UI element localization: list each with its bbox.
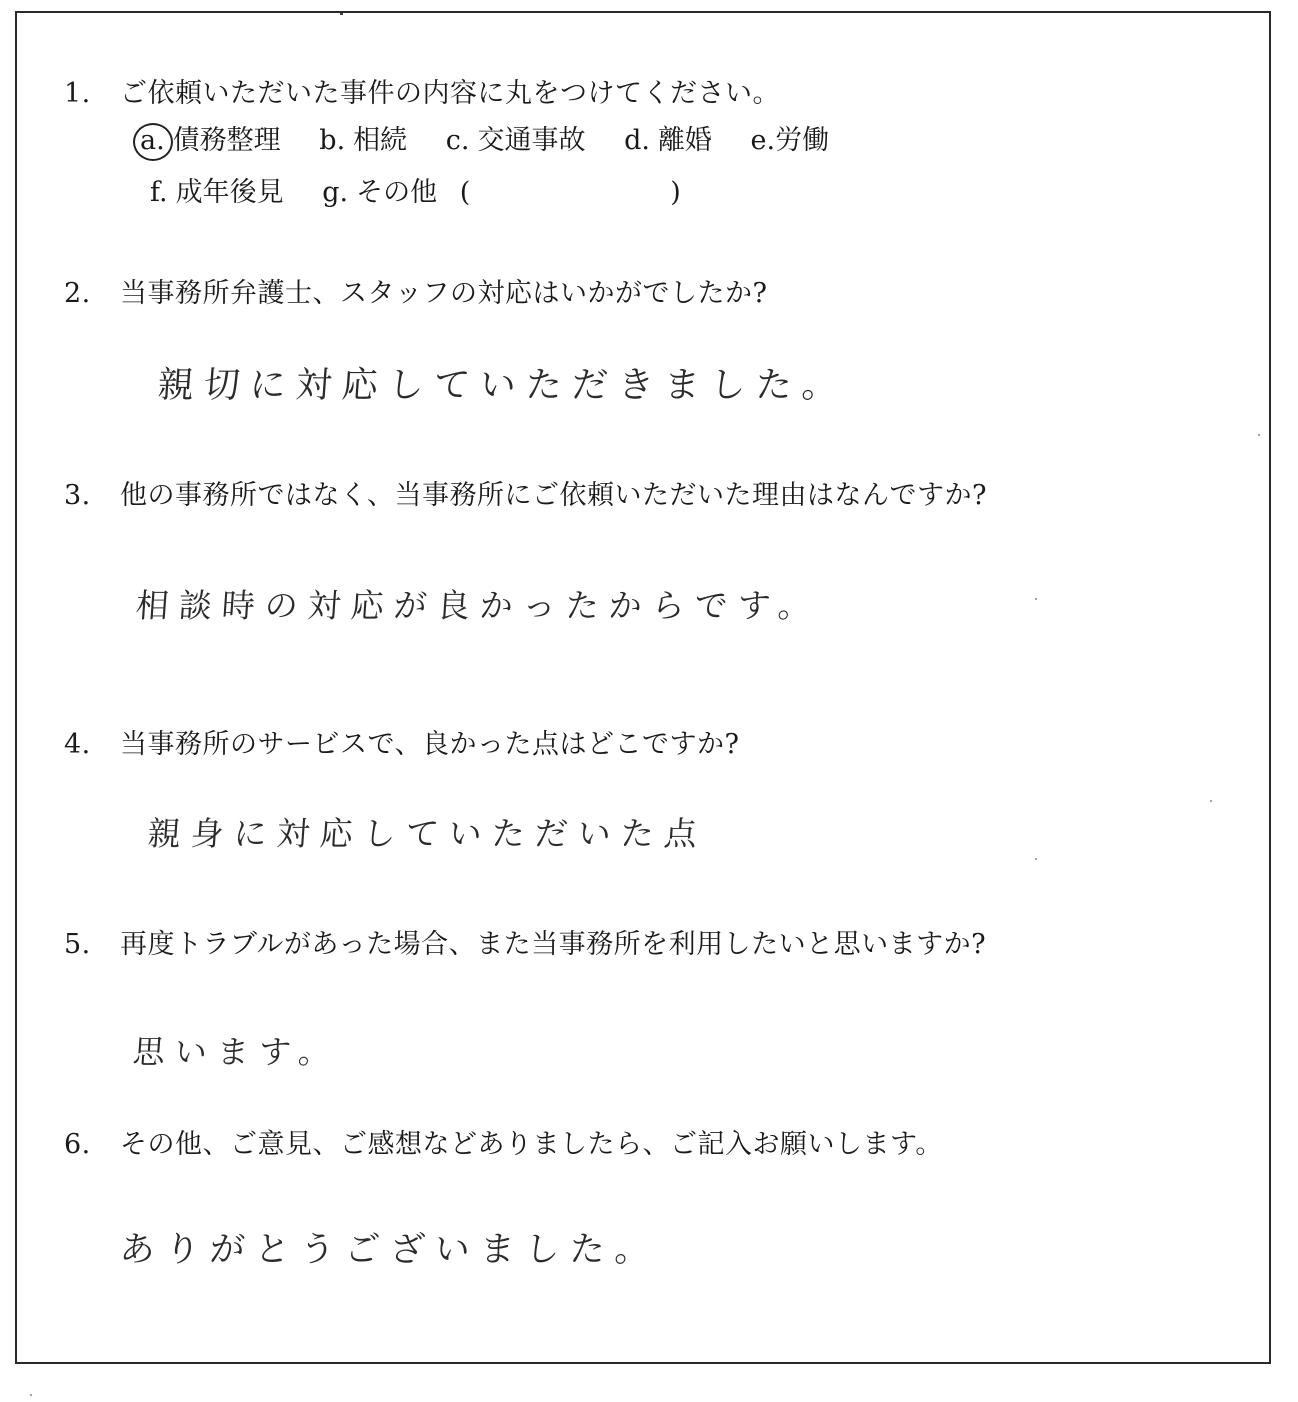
question-1-number: 1. — [64, 78, 91, 109]
option-b-letter: b. — [319, 125, 346, 156]
option-e-letter: e. — [750, 125, 776, 156]
question-3 — [64, 478, 987, 514]
question-3-number: 3. — [64, 480, 91, 511]
question-1-options-row-2 — [150, 175, 681, 211]
option-c[interactable] — [446, 123, 586, 159]
scan-speck — [1035, 598, 1037, 600]
option-g-label: その他 — [356, 177, 438, 208]
option-e-label: 労働 — [775, 125, 830, 156]
question-6-text: その他、ご意見、ご感想などありましたら、ご記入お願いします。 — [120, 1129, 943, 1160]
option-f-letter: f. — [150, 177, 168, 208]
option-b[interactable] — [319, 123, 407, 159]
question-4-number: 4. — [64, 729, 91, 760]
answer-3-handwritten: 相談時の対応が良かったからです。 — [134, 586, 823, 625]
option-g-letter: g. — [322, 177, 349, 208]
question-1-text: ご依頼いただいた事件の内容に丸をつけてください。 — [120, 78, 780, 109]
option-c-label: 交通事故 — [477, 125, 586, 156]
question-3-text: 他の事務所ではなく、当事務所にご依頼いただいた理由はなんですか? — [120, 480, 987, 511]
option-d-label: 離婚 — [657, 125, 712, 156]
answer-6-handwritten: ありがとうございました。 — [118, 1230, 662, 1270]
scan-speck — [1258, 434, 1260, 436]
question-5-number: 5. — [64, 929, 91, 960]
option-d-letter: d. — [624, 125, 650, 156]
option-d[interactable] — [624, 123, 712, 159]
answer-5-handwritten: 思います。 — [131, 1033, 342, 1071]
scan-speck — [30, 1394, 32, 1396]
other-paren-close: ) — [670, 177, 681, 208]
option-g[interactable] — [322, 175, 437, 211]
option-a-label: 債務整理 — [172, 125, 281, 156]
question-4-text: 当事務所のサービスで、良かった点はどこですか? — [120, 729, 740, 760]
other-paren-open: ( — [459, 177, 471, 208]
option-f-label: 成年後見 — [175, 177, 284, 208]
question-5 — [64, 927, 986, 963]
answer-4-handwritten: 親身に対応していただいた点 — [146, 814, 709, 853]
question-6-number: 6. — [64, 1129, 91, 1160]
option-b-label: 相続 — [353, 125, 408, 156]
answer-2-handwritten: 親切に対応していただきました。 — [156, 365, 850, 406]
question-2-number: 2. — [64, 278, 91, 309]
scan-speck — [1210, 800, 1212, 802]
question-6 — [64, 1127, 943, 1163]
question-1-options-row-1 — [140, 123, 859, 159]
scan-speck — [1035, 858, 1037, 860]
question-5-text: 再度トラブルがあった場合、また当事務所を利用したいと思いますか? — [120, 929, 987, 960]
option-a[interactable] — [140, 123, 281, 159]
question-4 — [64, 727, 739, 763]
question-1 — [64, 76, 780, 112]
option-c-letter: c. — [445, 125, 470, 156]
option-a-letter: a. — [140, 123, 165, 159]
question-2 — [64, 276, 767, 312]
option-f[interactable] — [150, 175, 284, 211]
option-e[interactable] — [751, 123, 830, 159]
question-2-text: 当事務所弁護士、スタッフの対応はいかがでしたか? — [120, 278, 768, 309]
